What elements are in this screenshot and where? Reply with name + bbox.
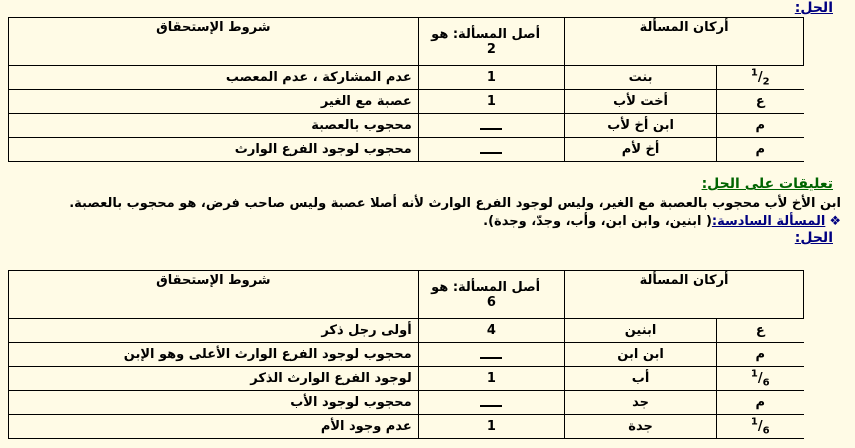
- row-share: م: [717, 391, 804, 415]
- row-share-fraction: $^1/_6$: [717, 367, 804, 391]
- row-heir: ابنين: [565, 319, 717, 343]
- row-conditions: محجوب لوجود الفرع الوارث الأعلى وهو الإبن: [9, 343, 419, 367]
- table-row: [9, 391, 804, 415]
- table-row: [9, 415, 804, 439]
- row-asl-blank: [418, 343, 564, 367]
- row-conditions: محجوب بالعصبة: [9, 114, 419, 138]
- problem-6-line: [6, 214, 841, 229]
- row-heir: أب: [565, 367, 717, 391]
- pillars-header: أركان المسألة: [565, 271, 804, 319]
- row-heir: أخت لأب: [565, 90, 717, 114]
- table-row: [9, 319, 804, 343]
- row-heir: بنت: [565, 66, 717, 90]
- comments-heading: تعليقات على الحل:: [701, 176, 833, 192]
- row-asl: 1: [418, 415, 564, 439]
- table-header-row: [9, 271, 804, 319]
- problem-6-text: ( ابنين، وابن ابن، وأب، وجدّ، وجدة).: [483, 214, 712, 229]
- row-share: م: [717, 114, 804, 138]
- table-row: [9, 367, 804, 391]
- row-asl: 4: [418, 319, 564, 343]
- table-row: [9, 138, 804, 162]
- row-conditions: محجوب لوجود الأب: [9, 391, 419, 415]
- table-row: [9, 343, 804, 367]
- row-asl-blank: [418, 138, 564, 162]
- row-asl-blank: [418, 391, 564, 415]
- row-asl: 1: [418, 367, 564, 391]
- row-share-fraction: $^1/_2$: [717, 66, 804, 90]
- solution-heading-2: الحل:: [794, 230, 833, 246]
- asl-header: أصل المسألة: هو 6: [418, 271, 564, 319]
- table-row: [9, 90, 804, 114]
- conditions-header: شروط الإستحقاق: [9, 18, 419, 66]
- comment-text: ابن الأخ لأب محجوب بالعصبة مع الغير، وليس لوجود الفرع الوارث لأنه أصلا عصبة وليس صاحب فرض، هو محجوب بالعصبة.: [69, 196, 841, 211]
- row-share: م: [717, 138, 804, 162]
- conditions-header: شروط الإستحقاق: [9, 271, 419, 319]
- problem-6-label: المسألة السادسة:: [711, 214, 826, 229]
- inheritance-table-2: [8, 270, 804, 439]
- table-row: [9, 114, 804, 138]
- row-conditions: محجوب لوجود الفرع الوارث: [9, 138, 419, 162]
- row-heir: أخ لأم: [565, 138, 717, 162]
- row-share: م: [717, 343, 804, 367]
- row-heir: ابن ابن: [565, 343, 717, 367]
- diamond-bullet-icon: ❖: [829, 214, 841, 229]
- row-share: ع: [717, 319, 804, 343]
- solution-heading-1: الحل:: [794, 0, 833, 16]
- row-conditions: عصبة مع الغير: [9, 90, 419, 114]
- row-share-fraction: $^1/_6$: [717, 415, 804, 439]
- row-share: ع: [717, 90, 804, 114]
- row-conditions: لوجود الفرع الوارث الذكر: [9, 367, 419, 391]
- pillars-header: أركان المسألة: [565, 18, 804, 66]
- row-heir: ابن أخ لأب: [565, 114, 717, 138]
- asl-header: أصل المسألة: هو 2: [418, 18, 564, 66]
- row-asl: 1: [418, 66, 564, 90]
- table-row: [9, 66, 804, 90]
- row-conditions: عدم المشاركة ، عدم المعصب: [9, 66, 419, 90]
- row-asl: 1: [418, 90, 564, 114]
- row-heir: جدة: [565, 415, 717, 439]
- row-asl-blank: [418, 114, 564, 138]
- row-conditions: أولى رجل ذكر: [9, 319, 419, 343]
- table-header-row: [9, 18, 804, 66]
- row-conditions: عدم وجود الأم: [9, 415, 419, 439]
- inheritance-table-1: [8, 17, 804, 162]
- row-heir: جد: [565, 391, 717, 415]
